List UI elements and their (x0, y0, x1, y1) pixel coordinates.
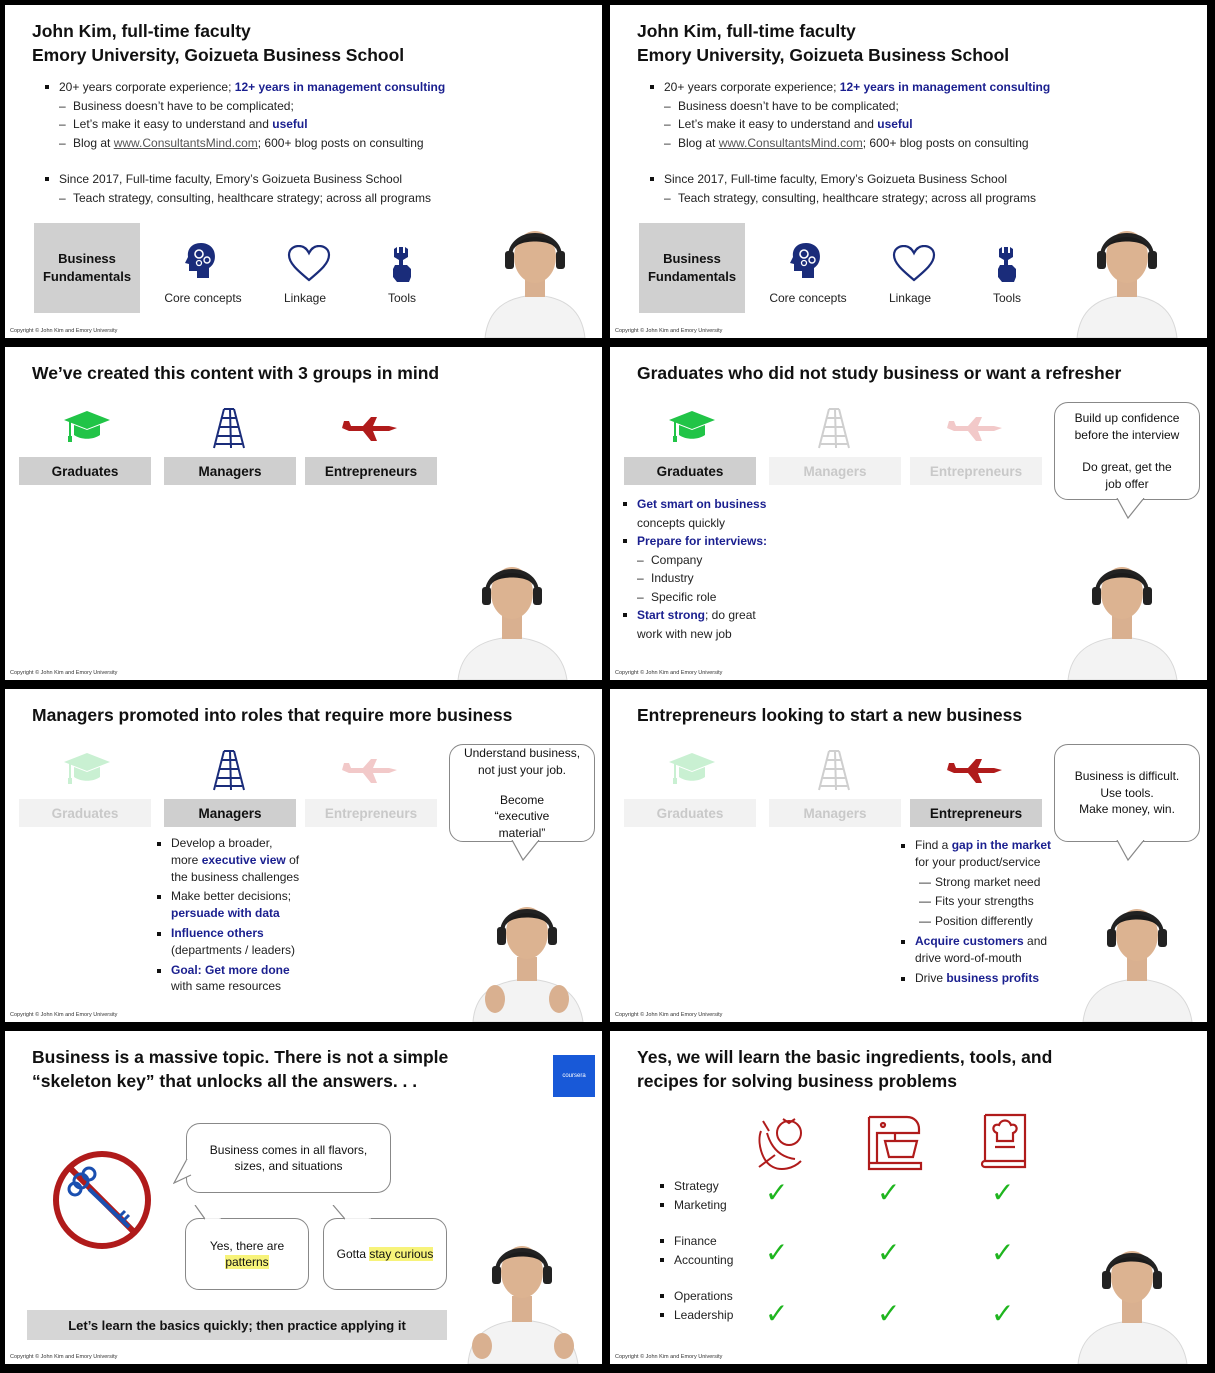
slide-title: We’ve created this content with 3 groups in mind (32, 363, 440, 383)
heart-icon (287, 245, 331, 283)
slide-title: Managers promoted into roles that require more business (32, 705, 513, 725)
group-graduates: Graduates (19, 457, 151, 485)
list-item: Start strong; do great (621, 606, 821, 625)
list-item: – Business doesn’t have to be complicated; (648, 97, 1108, 116)
bubble-tail (331, 1205, 375, 1221)
copyright-text: Copyright © John Kim and Emory University (615, 670, 723, 676)
copyright-text: Copyright © John Kim and Emory University (10, 1012, 118, 1018)
list-item: – Let’s make it easy to understand and useful (43, 115, 503, 134)
speech-bubble: Business comes in all flavors, sizes, and situations (186, 1123, 391, 1193)
group-entrepreneurs: Entrepreneurs (910, 799, 1042, 827)
airplane-icon (946, 415, 1004, 443)
copyright-text: Copyright © John Kim and Emory University (615, 328, 723, 334)
vegetables-icon (753, 1111, 809, 1173)
group-entrepreneurs: Entrepreneurs (910, 457, 1042, 485)
group-managers: Managers (164, 457, 296, 485)
slide-skeleton-key (5, 1031, 602, 1364)
bubble-tail (193, 1205, 223, 1221)
stand-mixer-icon (863, 1111, 925, 1173)
graduation-cap-icon (63, 409, 111, 445)
list-item: Finance (658, 1232, 778, 1251)
group-graduates: Graduates (19, 799, 151, 827)
bullet-list (43, 78, 503, 207)
list-item: Influence others (155, 925, 355, 942)
copyright-text: Copyright © John Kim and Emory University (615, 1354, 723, 1360)
speech-bubble: Understand business, not just your job. Become “executive material” (449, 744, 595, 842)
graduation-cap-icon (63, 751, 111, 787)
wrench-hand-icon (391, 247, 413, 283)
tools-label: Tools (387, 291, 416, 305)
core-concepts-label: Core concepts (769, 291, 847, 305)
list-item: — Strong market need (899, 874, 1099, 891)
list-item: Operations (658, 1287, 778, 1306)
list-item: — Fits your strengths (899, 893, 1099, 910)
presenter-video (480, 215, 590, 338)
slide-title: John Kim, full-time faculty Emory University, Goizueta Business School (32, 21, 405, 65)
list-item: — Position differently (899, 913, 1099, 930)
list-item: 20+ years corporate experience; 12+ years in management consulting (43, 78, 503, 97)
presenter-video (1080, 899, 1195, 1022)
slide-faculty-intro (5, 5, 602, 338)
blog-link[interactable]: www.ConsultantsMind.com (718, 135, 863, 150)
brain-gears-icon (790, 241, 822, 279)
list-item: Develop a broader, (155, 835, 355, 852)
list-item: Make better decisions; (155, 888, 355, 905)
tools-label: Tools (992, 291, 1021, 305)
slide-title: Entrepreneurs looking to start a new business (637, 705, 1023, 725)
list-item: Since 2017, Full-time faculty, Emory’s Goizueta Business School (43, 170, 503, 189)
check-icon: ✓ (877, 1237, 901, 1268)
speech-bubble: Gotta stay curious (323, 1218, 447, 1290)
check-icon: ✓ (877, 1298, 901, 1329)
presenter-video (1075, 1241, 1190, 1364)
presenter-video (460, 1236, 585, 1364)
ladder-icon (210, 407, 248, 449)
bullet-list: Develop a broader, more executive view of the business challenges Make better decisions; persuade with data Influence others (departments / leaders) Goal: Get more done with same resources (155, 835, 355, 995)
bubble-tail (1116, 840, 1146, 862)
airplane-icon (946, 757, 1004, 785)
check-icon: ✓ (765, 1177, 789, 1208)
slide-title: Graduates who did not study business or want a refresher (637, 363, 1122, 383)
group-graduates: Graduates (624, 799, 756, 827)
check-icon: ✓ (991, 1177, 1015, 1208)
check-icon: ✓ (991, 1298, 1015, 1329)
slide-managers (5, 689, 602, 1022)
ladder-icon (210, 749, 248, 791)
list-item: Strategy (658, 1177, 778, 1196)
copyright-text: Copyright © John Kim and Emory University (10, 1354, 118, 1360)
list-item: – Company (621, 551, 821, 570)
list-item: Drive business profits (899, 970, 1099, 987)
check-icon: ✓ (877, 1177, 901, 1208)
airplane-icon (341, 415, 399, 443)
list-item: – Specific role (621, 588, 821, 607)
bullet-list: Find a gap in the market for your product/service — Strong market need — Fits your strengths — Position differently Acquire customers and drive word-of-mouth Drive business profits (899, 837, 1099, 986)
bubble-tail (511, 840, 541, 862)
slide-title: John Kim, full-time faculty Emory University, Goizueta Business School (637, 21, 1010, 65)
presenter-video (455, 557, 570, 680)
group-managers: Managers (769, 799, 901, 827)
slide-title: Business is a massive topic. There is not a simple “skeleton key” that unlocks all the answers. . . (32, 1047, 449, 1091)
list-item: 20+ years corporate experience; 12+ years in management consulting (648, 78, 1108, 97)
list-item: – Business doesn’t have to be complicated; (43, 97, 503, 116)
presenter-video (1072, 215, 1182, 338)
list-item: – Industry (621, 569, 821, 588)
list-item: Find a gap in the market (899, 837, 1099, 854)
slide-title: Yes, we will learn the basic ingredients, tools, and recipes for solving business problems (637, 1047, 1053, 1091)
takeaway-banner: Let’s learn the basics quickly; then practice applying it (27, 1310, 447, 1340)
group-entrepreneurs: Entrepreneurs (305, 799, 437, 827)
slide-three-groups (5, 347, 602, 680)
coursera-logo: coursera (553, 1055, 595, 1097)
brain-gears-icon (185, 241, 217, 279)
list-item: – Blog at www.ConsultantsMind.com; 600+ blog posts on consulting (43, 134, 503, 153)
ladder-icon (815, 407, 853, 449)
list-item: Goal: Get more done (155, 962, 355, 979)
group-entrepreneurs: Entrepreneurs (305, 457, 437, 485)
slide-entrepreneurs (610, 689, 1207, 1022)
bullet-list (648, 78, 1108, 207)
blog-link[interactable]: www.ConsultantsMind.com (113, 135, 258, 150)
speech-bubble: Build up confidence before the interview Do great, get the job offer (1054, 402, 1200, 500)
business-fundamentals-box: Business Fundamentals (639, 223, 745, 313)
wrench-hand-icon (996, 247, 1018, 283)
check-icon: ✓ (991, 1237, 1015, 1268)
list-item: Leadership (658, 1306, 778, 1325)
group-graduates: Graduates (624, 457, 756, 485)
list-item: – Teach strategy, consulting, healthcare strategy; across all programs (43, 189, 503, 208)
heart-icon (892, 245, 936, 283)
list-item: Prepare for interviews: (621, 532, 821, 551)
list-item: – Blog at www.ConsultantsMind.com; 600+ blog posts on consulting (648, 134, 1108, 153)
bubble-tail (173, 1159, 193, 1185)
linkage-label: Linkage (888, 291, 932, 305)
list-item: Marketing (658, 1196, 778, 1215)
linkage-label: Linkage (283, 291, 327, 305)
list-item: Accounting (658, 1251, 778, 1270)
bubble-tail (1116, 498, 1146, 520)
copyright-text: Copyright © John Kim and Emory University (10, 328, 118, 334)
speech-bubble: Business is difficult. Use tools. Make money, win. (1054, 744, 1200, 842)
group-managers: Managers (769, 457, 901, 485)
no-key-icon (51, 1149, 153, 1251)
airplane-icon (341, 757, 399, 785)
list-item: – Teach strategy, consulting, healthcare strategy; across all programs (648, 189, 1108, 208)
group-managers: Managers (164, 799, 296, 827)
graduation-cap-icon (668, 751, 716, 787)
copyright-text: Copyright © John Kim and Emory University (10, 670, 118, 676)
core-concepts-label: Core concepts (164, 291, 242, 305)
check-icon: ✓ (765, 1298, 789, 1329)
slide-graduates (610, 347, 1207, 680)
recipe-book-icon (977, 1111, 1031, 1173)
slide-ingredients-tools-recipes (610, 1031, 1207, 1364)
bullet-list: Get smart on business concepts quickly Prepare for interviews: – Company – Industry – Specific role Start strong; do great work with new job (621, 495, 821, 643)
presenter-video (465, 899, 590, 1022)
copyright-text: Copyright © John Kim and Emory University (615, 1012, 723, 1018)
graduation-cap-icon (668, 409, 716, 445)
check-icon: ✓ (765, 1237, 789, 1268)
speech-bubble: Yes, there are patterns (185, 1218, 309, 1290)
slide-faculty-intro-2 (610, 5, 1207, 338)
list-item: Get smart on business (621, 495, 821, 514)
list-item: – Let’s make it easy to understand and useful (648, 115, 1108, 134)
list-item: Acquire customers and (899, 933, 1099, 950)
list-item: Since 2017, Full-time faculty, Emory’s Goizueta Business School (648, 170, 1108, 189)
topic-list (658, 1177, 778, 1324)
ladder-icon (815, 749, 853, 791)
presenter-video (1065, 557, 1180, 680)
business-fundamentals-box: Business Fundamentals (34, 223, 140, 313)
